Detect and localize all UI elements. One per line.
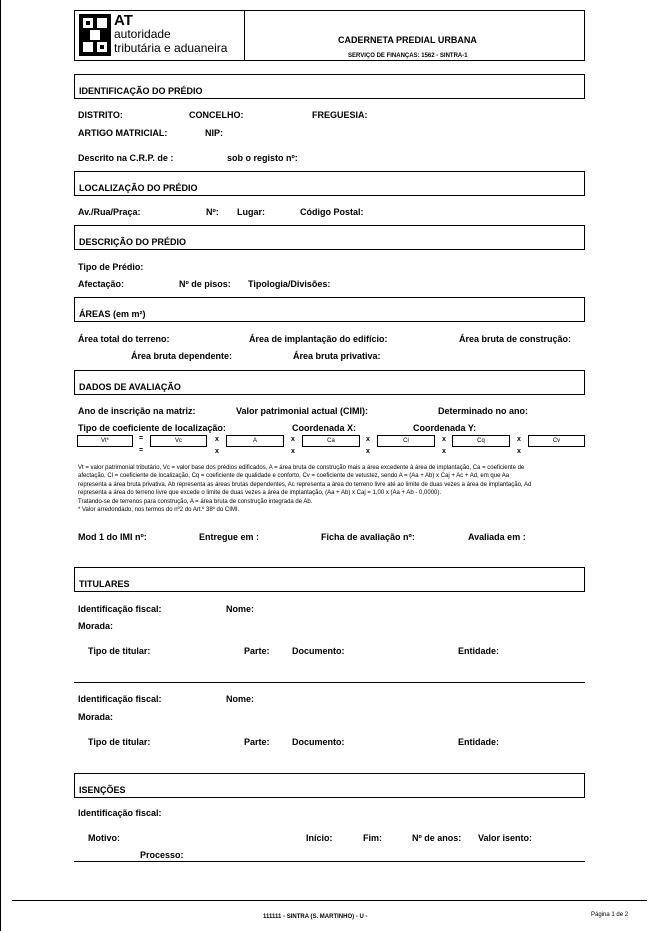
formula-box-cq: Cq — [452, 435, 510, 447]
formula-box-cv: Cv — [528, 435, 585, 447]
label-rua: Av./Rua/Praça: — [78, 207, 141, 217]
formula-op-x4: x — [442, 436, 446, 443]
section-areas: ÁREAS (em m²) — [74, 297, 585, 322]
label-isencao-processo: Processo: — [140, 850, 184, 860]
label-titular-id-fiscal: Identificação fiscal: — [78, 694, 162, 704]
page-subtitle: SERVIÇO DE FINANÇAS: 1562 - SINTRA-1 — [348, 53, 468, 59]
label-titular-nome: Nome: — [226, 694, 255, 704]
formula-op-x3-lower: x — [366, 448, 370, 455]
label-entregue: Entregue em : — [199, 532, 260, 542]
label-concelho: CONCELHO: — [189, 110, 244, 120]
formula-note-line: Tratando-se de terrenos para construção, A = área bruta de construção integrada de Ab. — [78, 499, 313, 505]
section-titulares: TITULARES — [74, 567, 585, 592]
label-ano-inscricao: Ano de inscrição na matriz: — [78, 406, 196, 416]
formula-box-ca: Ca — [302, 435, 360, 447]
label-isencao-motivo: Motivo: — [88, 833, 120, 843]
logo-at: AT — [114, 12, 133, 29]
formula-op-x3: x — [366, 436, 370, 443]
formula-note-line: representa a área do terreno livre que excede o limite de duas vezes a área de implantação, (Aa + Ab) x Caj = 1,00 x (Aa + Ab - 0,0000). — [78, 490, 442, 496]
label-tipologia: Tipologia/Divisões: — [248, 279, 331, 289]
label-area-bruta-dependente: Área bruta dependente: — [131, 351, 233, 361]
label-descrito: Descrito na C.R.P. de : — [78, 153, 174, 163]
label-titular-nome: Nome: — [226, 604, 255, 614]
formula-box-cl: Cl — [377, 435, 435, 447]
page-title: CADERNETA PREDIAL URBANA — [338, 35, 477, 45]
formula-box-a: A — [226, 435, 284, 447]
label-registo: sob o registo nº: — [227, 153, 298, 163]
label-titular-id-fiscal: Identificação fiscal: — [78, 604, 162, 614]
formula-op-x4-lower: x — [442, 448, 446, 455]
label-coordenada-y: Coordenada Y: — [413, 423, 477, 433]
section-avaliacao: DADOS DE AVALIAÇÃO — [74, 370, 585, 395]
formula-box-vt: Vt* — [77, 435, 133, 447]
label-area-bruta-construcao: Área bruta de construção: — [459, 334, 572, 344]
label-artigo: ARTIGO MATRICIAL: — [78, 128, 168, 138]
label-titular-tipo: Tipo de titular: — [88, 737, 151, 747]
formula-op-x2: x — [291, 436, 295, 443]
label-codigo-postal: Código Postal: — [300, 207, 364, 217]
label-titular-parte: Parte: — [244, 737, 270, 747]
formula-op-equals: = — [139, 435, 144, 442]
label-area-bruta-privativa: Área bruta privativa: — [293, 351, 381, 361]
logo-line2: tributária e aduaneira — [114, 41, 228, 55]
label-titular-parte: Parte: — [244, 646, 270, 656]
label-titular-morada: Morada: — [78, 712, 114, 722]
label-pisos: Nº de pisos: — [179, 279, 231, 289]
footer-divider — [12, 900, 647, 901]
label-area-implantacao: Área de implantação do edifício: — [249, 334, 388, 344]
label-titular-tipo: Tipo de titular: — [88, 646, 151, 656]
label-isencao-anos: Nº de anos: — [412, 833, 462, 843]
label-titular-morada: Morada: — [78, 621, 114, 631]
label-isencao-inicio: Início: — [306, 833, 333, 843]
formula-op-equals-lower: = — [139, 447, 144, 454]
label-mod1: Mod 1 do IMI nº: — [78, 532, 147, 542]
label-titular-entidade: Entidade: — [458, 646, 500, 656]
formula-op-x5: x — [517, 436, 521, 443]
label-nip: NIP: — [205, 128, 223, 138]
logo-line1: autoridade — [114, 27, 171, 41]
label-avaliada: Avaliada em : — [468, 532, 526, 542]
formula-note-line: afectação, Cl = coeficiente de localização, Cq = coeficiente de qualidade e conforto, Cv = coeficiente de vetustez, sendo A = (Aa + Ab) x Caj + Ac + Ad, em que Aa — [78, 473, 510, 479]
formula-op-x1-lower: x — [215, 448, 219, 455]
label-tipo-predio: Tipo de Prédio: — [78, 262, 144, 272]
at-logo-icon — [79, 14, 111, 56]
isencoes-divider — [74, 861, 585, 862]
formula-op-x5-lower: x — [517, 448, 521, 455]
label-ficha: Ficha de avaliação nº: — [321, 532, 415, 542]
label-titular-documento: Documento: — [292, 646, 345, 656]
page-border — [0, 0, 1, 931]
label-isencao-valor: Valor isento: — [478, 833, 533, 843]
label-titular-documento: Documento: — [292, 737, 345, 747]
label-determinado: Determinado no ano: — [438, 406, 529, 416]
label-distrito: DISTRITO: — [78, 110, 123, 120]
formula-op-x2-lower: x — [291, 448, 295, 455]
formula-note-line: representa a área bruta privativa, Ab representa as áreas brutas dependentes, Ac representa a área do terreno livre até ao limite de duas vezes a área de implantação, Ad — [78, 482, 532, 488]
label-numero: Nº: — [206, 207, 219, 217]
section-isencoes: ISENÇÕES — [74, 773, 585, 798]
formula-op-x1: x — [215, 436, 219, 443]
formula-note-line: * Valor arredondado, nos termos do nº2 do Art.º 38º do CIMI. — [78, 507, 240, 513]
footer-location: 111111 - SINTRA (S. MARTINHO) - U - — [263, 914, 368, 920]
label-titular-entidade: Entidade: — [458, 737, 500, 747]
label-coordenada-x: Coordenada X: — [292, 423, 357, 433]
label-area-total: Área total do terreno: — [78, 334, 170, 344]
section-descricao: DESCRIÇÃO DO PRÉDIO — [74, 225, 585, 250]
label-valor-patrimonial: Valor patrimonial actual (CIMI): — [236, 406, 369, 416]
label-lugar: Lugar: — [237, 207, 265, 217]
section-localizacao: LOCALIZAÇÃO DO PRÉDIO — [74, 171, 585, 196]
section-identificacao: IDENTIFICAÇÃO DO PRÉDIO — [74, 74, 585, 99]
titular-divider — [74, 682, 585, 683]
footer-page-number: Página 1 de 2 — [591, 912, 629, 918]
label-isencao-fim: Fim: — [363, 833, 382, 843]
label-afectacao: Afectação: — [78, 279, 125, 289]
formula-note-line: Vt = valor patrimonial tributário, Vc = valor base dos prédios edificados, A = área bruta de construção mais a área excedente à área de implantação, Ca = coeficiente de — [78, 465, 525, 471]
label-isencao-id-fiscal: Identificação fiscal: — [78, 808, 162, 818]
label-tipo-coeficiente: Tipo de coeficiente de localização: — [78, 423, 226, 433]
formula-box-vc: Vc — [150, 435, 207, 447]
label-freguesia: FREGUESIA: — [312, 110, 368, 120]
